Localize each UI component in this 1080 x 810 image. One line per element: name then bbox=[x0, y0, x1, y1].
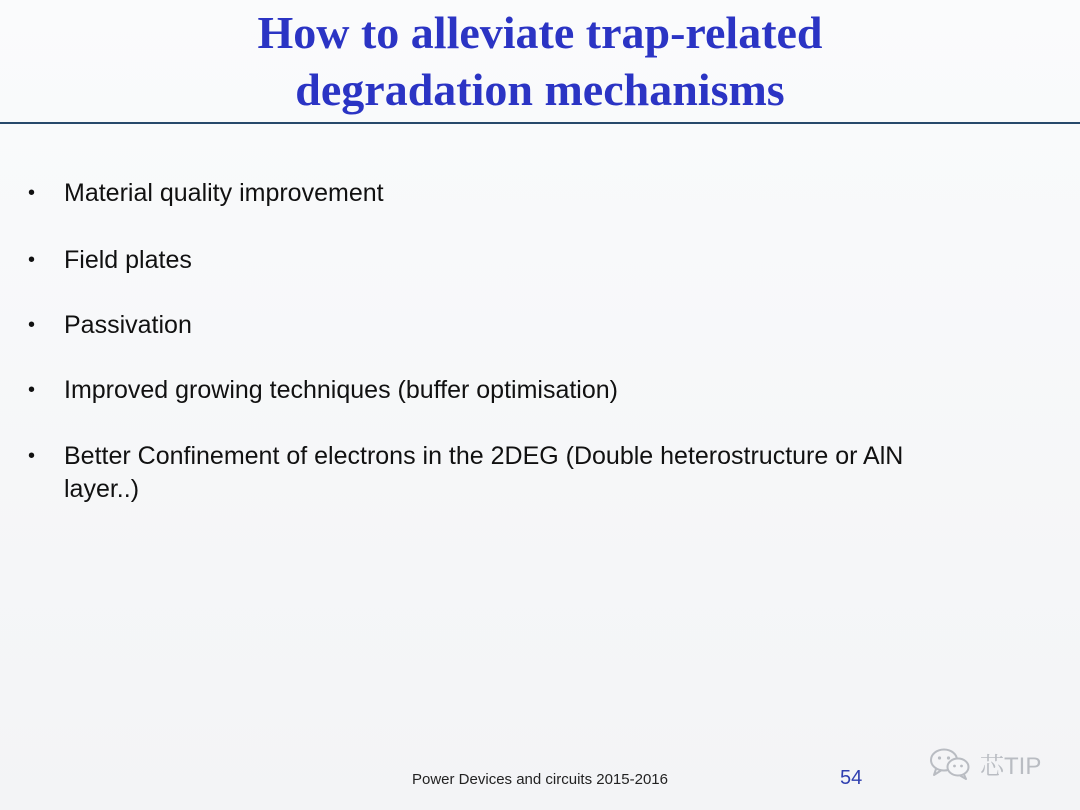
bullet-dot-icon: • bbox=[28, 249, 36, 271]
bullet-item bbox=[28, 440, 948, 506]
bullet-text: Material quality improvement bbox=[64, 179, 384, 207]
bullet-item bbox=[28, 244, 948, 277]
bullet-dot-icon: • bbox=[28, 445, 36, 467]
slide-title bbox=[0, 4, 1080, 118]
bullet-item bbox=[28, 374, 948, 407]
bullet-text: Passivation bbox=[64, 311, 192, 339]
title-divider bbox=[0, 122, 1080, 124]
bullet-item bbox=[28, 177, 948, 210]
bullet-dot-icon: • bbox=[28, 379, 36, 401]
bullet-text: Improved growing techniques (buffer optimisation) bbox=[64, 376, 618, 404]
title-line-1: How to alleviate trap-related bbox=[257, 7, 823, 58]
bullet-dot-icon: • bbox=[28, 182, 36, 204]
bullet-text: Field plates bbox=[64, 246, 192, 274]
watermark bbox=[928, 745, 1041, 781]
wechat-logo-icon bbox=[928, 746, 972, 780]
watermark-text: 芯TIP bbox=[980, 752, 1042, 780]
slide-footer: Power Devices and circuits 2015-2016 bbox=[412, 771, 668, 788]
bullet-text: Better Confinement of electrons in the 2DEG (Double heterostructure or AlN layer..) bbox=[64, 442, 904, 503]
title-line-2: degradation mechanisms bbox=[295, 64, 785, 115]
bullet-dot-icon: • bbox=[28, 314, 36, 336]
page-number: 54 bbox=[840, 767, 863, 789]
bullet-item bbox=[28, 309, 948, 342]
